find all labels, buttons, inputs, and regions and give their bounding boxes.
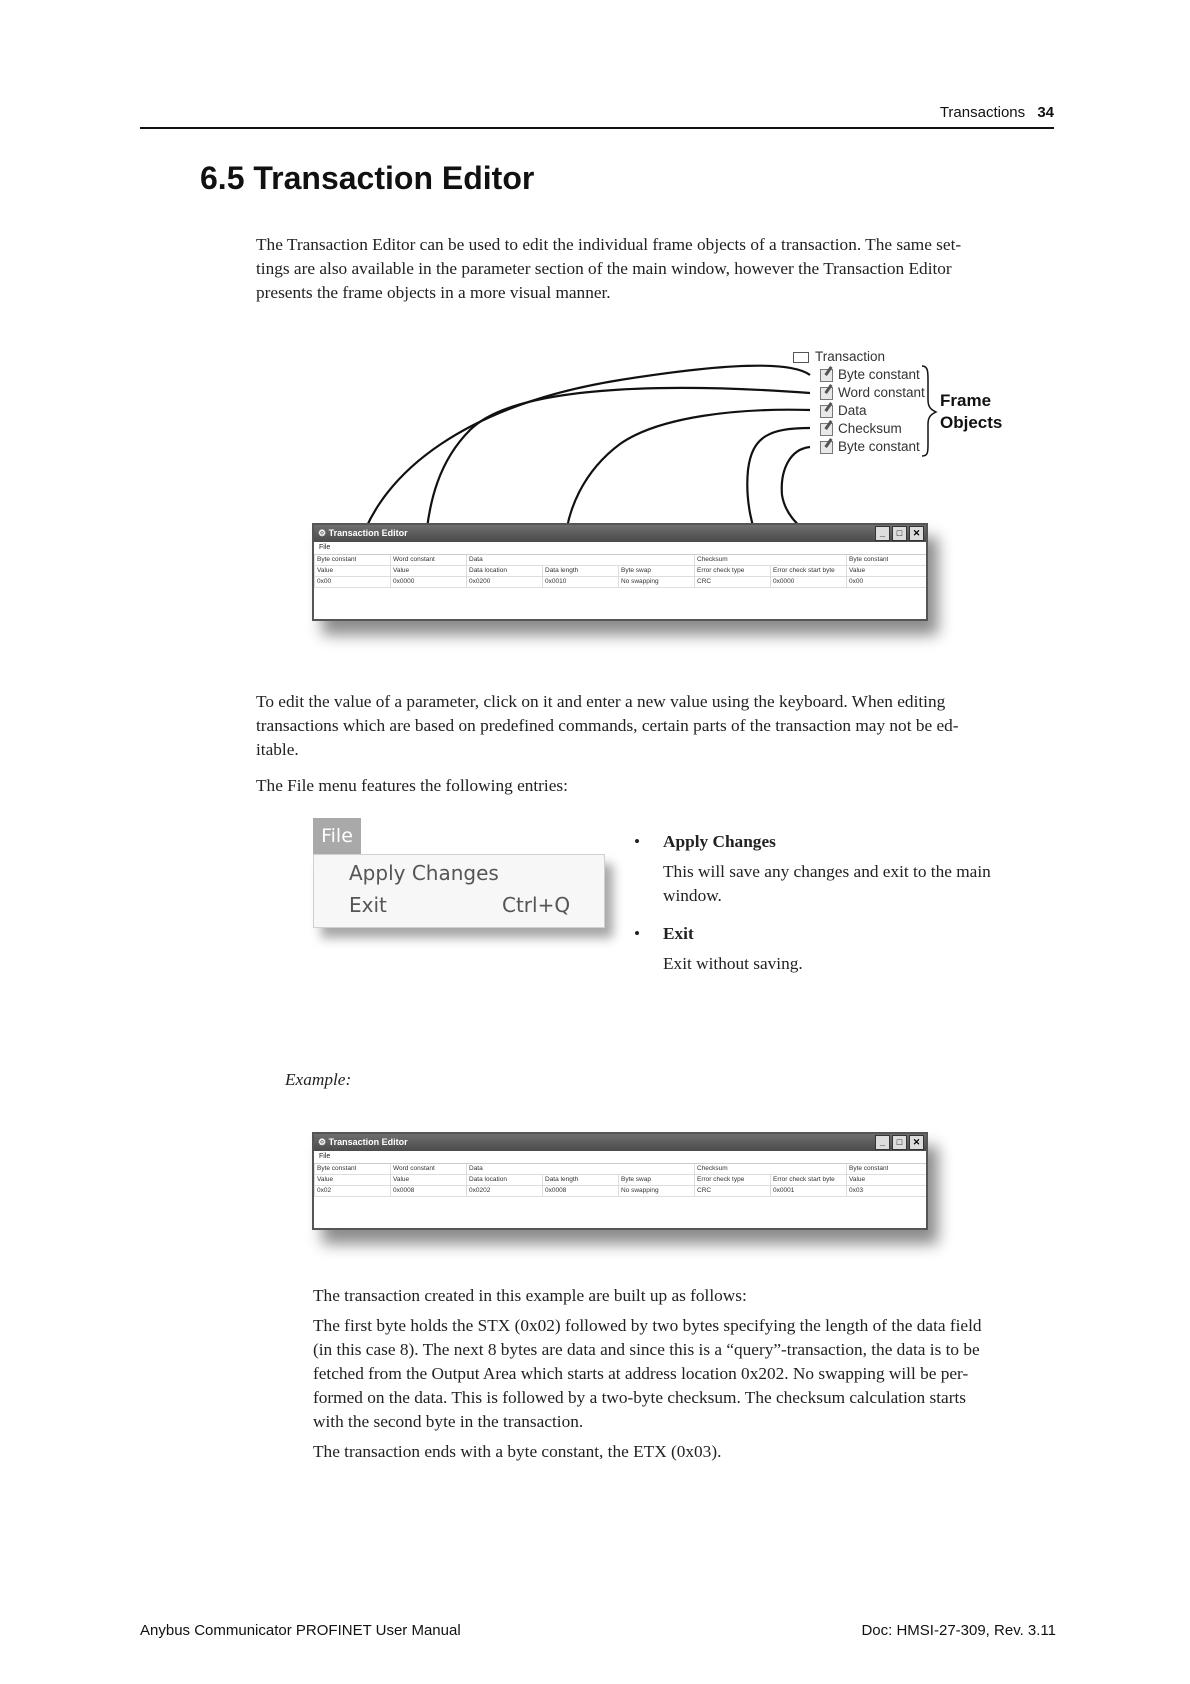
header-page-number: 34	[1037, 104, 1054, 121]
group-cell: Data	[466, 1164, 483, 1174]
value-cell[interactable]: CRC	[694, 1186, 711, 1196]
tree-item-label: Data	[838, 403, 867, 418]
frame-label-line: Frame	[940, 391, 992, 410]
group-cell: Checksum	[694, 555, 728, 565]
value-cell[interactable]: CRC	[694, 577, 711, 587]
menu-item-label: Apply Changes	[349, 861, 499, 885]
column-header: Byte swap	[618, 1175, 651, 1185]
example-line: fetched from the Output Area which starts at address location 0x202. No swapping will be per-	[313, 1364, 969, 1383]
example-line: The first byte holds the STX (0x02) followed by two bytes specifying the length of the data field	[313, 1316, 982, 1335]
bullet-dot: •	[634, 832, 641, 851]
value-cell[interactable]: 0x0008	[542, 1186, 566, 1196]
grid-group-row	[314, 555, 926, 566]
maximize-button[interactable]: □	[892, 1135, 907, 1150]
minimize-button[interactable]: _	[875, 526, 890, 541]
tree-item-label: Word constant	[838, 385, 925, 400]
column-header: Error check start byte	[770, 566, 835, 576]
intro-line: The Transaction Editor can be used to edit the individual frame objects of a transaction. The same set-	[256, 235, 962, 254]
value-cell[interactable]: 0x0010	[542, 577, 566, 587]
column-header: Value	[314, 566, 333, 576]
example-explanation	[313, 1284, 1073, 1464]
example-line: The transaction created in this example are built up as follows:	[313, 1286, 747, 1305]
value-cell[interactable]: No swapping	[618, 1186, 659, 1196]
edit-line: transactions which are based on predefined commands, certain parts of the transaction may not be ed-	[256, 716, 959, 735]
grid-group-row	[314, 1164, 926, 1175]
bullet-item	[634, 922, 1054, 976]
column-header: Value	[846, 566, 865, 576]
column-header: Byte swap	[618, 566, 651, 576]
group-cell: Word constant	[390, 1164, 435, 1174]
example-line: The transaction ends with a byte constant, the ETX (0x03).	[313, 1442, 722, 1461]
column-header: Data length	[542, 1175, 578, 1185]
example-line: (in this case 8). The next 8 bytes are data and since this is a “query”-transaction, the data is to be	[313, 1340, 980, 1359]
column-header: Error check type	[694, 566, 744, 576]
maximize-button[interactable]: □	[892, 526, 907, 541]
group-cell: Data	[466, 555, 483, 565]
settings-icon: ⚙	[318, 1137, 329, 1147]
close-button[interactable]: ✕	[909, 1135, 924, 1150]
group-cell: Byte constant	[314, 555, 356, 565]
header-section: Transactions	[939, 104, 1026, 121]
group-cell: Checksum	[694, 1164, 728, 1174]
example-label: Example:	[285, 1070, 352, 1089]
value-cell[interactable]: 0x0001	[770, 1186, 794, 1196]
close-button[interactable]: ✕	[909, 526, 924, 541]
value-cell[interactable]: 0x0200	[466, 577, 490, 587]
tree-item-label: Byte constant	[838, 367, 920, 382]
settings-icon: ⚙	[318, 528, 329, 538]
bullet-dot: •	[634, 924, 641, 943]
value-cell[interactable]: 0x0008	[390, 1186, 414, 1196]
value-cell[interactable]: 0x00	[314, 577, 331, 587]
group-cell: Word constant	[390, 555, 435, 565]
tree-item-label: Byte constant	[838, 439, 920, 454]
intro-line: presents the frame objects in a more visual manner.	[256, 283, 611, 302]
value-cell[interactable]: 0x02	[314, 1186, 331, 1196]
edit-line: To edit the value of a parameter, click on it and enter a new value using the keyboard. When editing	[256, 692, 946, 711]
menu-item-label: Exit	[349, 893, 387, 917]
example-line: formed on the data. This is followed by a two-byte checksum. The checksum calculation starts	[313, 1388, 966, 1407]
bullet-line: Exit without saving.	[663, 954, 803, 973]
column-header: Value	[390, 1175, 409, 1185]
column-header: Value	[314, 1175, 333, 1185]
menu-file[interactable]: File	[314, 542, 926, 555]
menu-item-shortcut: Ctrl+Q	[502, 893, 571, 917]
value-cell[interactable]: 0x0000	[770, 577, 794, 587]
group-cell: Byte constant	[846, 1164, 888, 1174]
bullet-title: Apply Changes	[663, 832, 776, 851]
brace	[922, 366, 936, 456]
value-cell[interactable]: No swapping	[618, 577, 659, 587]
grid-header-row	[314, 566, 926, 577]
tree-root-label: Transaction	[815, 349, 886, 364]
footer-right: Doc: HMSI-27-309, Rev. 3.11	[861, 1622, 1056, 1639]
bullet-item	[634, 830, 1054, 908]
column-header: Value	[846, 1175, 865, 1185]
transaction-editor-window	[312, 523, 928, 621]
bullet-line: This will save any changes and exit to the main	[663, 862, 991, 881]
intro-line: tings are also available in the parameter section of the main window, however the Transaction Editor	[256, 259, 952, 278]
minimize-button[interactable]: _	[875, 1135, 890, 1150]
value-cell[interactable]: 0x0000	[390, 577, 414, 587]
grid-value-row	[314, 577, 926, 588]
value-cell[interactable]: 0x03	[846, 1186, 863, 1196]
file-menu-dropdown	[313, 854, 605, 928]
page-title: 6.5 Transaction Editor	[200, 160, 535, 196]
value-cell[interactable]: 0x0202	[466, 1186, 490, 1196]
column-header: Error check type	[694, 1175, 744, 1185]
window-title: Transaction Editor	[328, 1137, 408, 1147]
file-menu-title[interactable]: File	[313, 818, 361, 854]
column-header: Error check start byte	[770, 1175, 835, 1185]
grid-header-row	[314, 1175, 926, 1186]
edit-paragraph	[256, 690, 1066, 762]
frame-label-line: Objects	[940, 413, 1003, 432]
column-header: Data location	[466, 566, 507, 576]
column-header: Data location	[466, 1175, 507, 1185]
example-editor-window	[312, 1132, 928, 1230]
file-menu-screenshot	[313, 818, 603, 928]
menu-file[interactable]: File	[314, 1151, 926, 1164]
editor-grid	[314, 1164, 926, 1197]
example-line: with the second byte in the transaction.	[313, 1412, 584, 1431]
menu-item-apply-changes[interactable]	[349, 861, 499, 885]
column-header: Value	[390, 566, 409, 576]
window-title-bar	[314, 1134, 926, 1151]
bullet-list	[634, 830, 1054, 976]
file-menu-intro: The File menu features the following entries:	[256, 776, 568, 795]
group-cell: Byte constant	[846, 555, 888, 565]
menu-item-exit[interactable]	[349, 893, 579, 917]
footer-left: Anybus Communicator PROFINET User Manual	[140, 1622, 461, 1639]
grid-value-row	[314, 1186, 926, 1197]
editor-grid	[314, 555, 926, 588]
edit-line: itable.	[256, 740, 299, 759]
column-header: Data length	[542, 566, 578, 576]
group-cell: Byte constant	[314, 1164, 356, 1174]
window-title: Transaction Editor	[328, 528, 408, 538]
bullet-line: window.	[663, 886, 722, 905]
tree-item-label: Checksum	[838, 421, 902, 436]
value-cell[interactable]: 0x00	[846, 577, 863, 587]
bullet-title: Exit	[663, 924, 694, 943]
window-title-bar	[314, 525, 926, 542]
